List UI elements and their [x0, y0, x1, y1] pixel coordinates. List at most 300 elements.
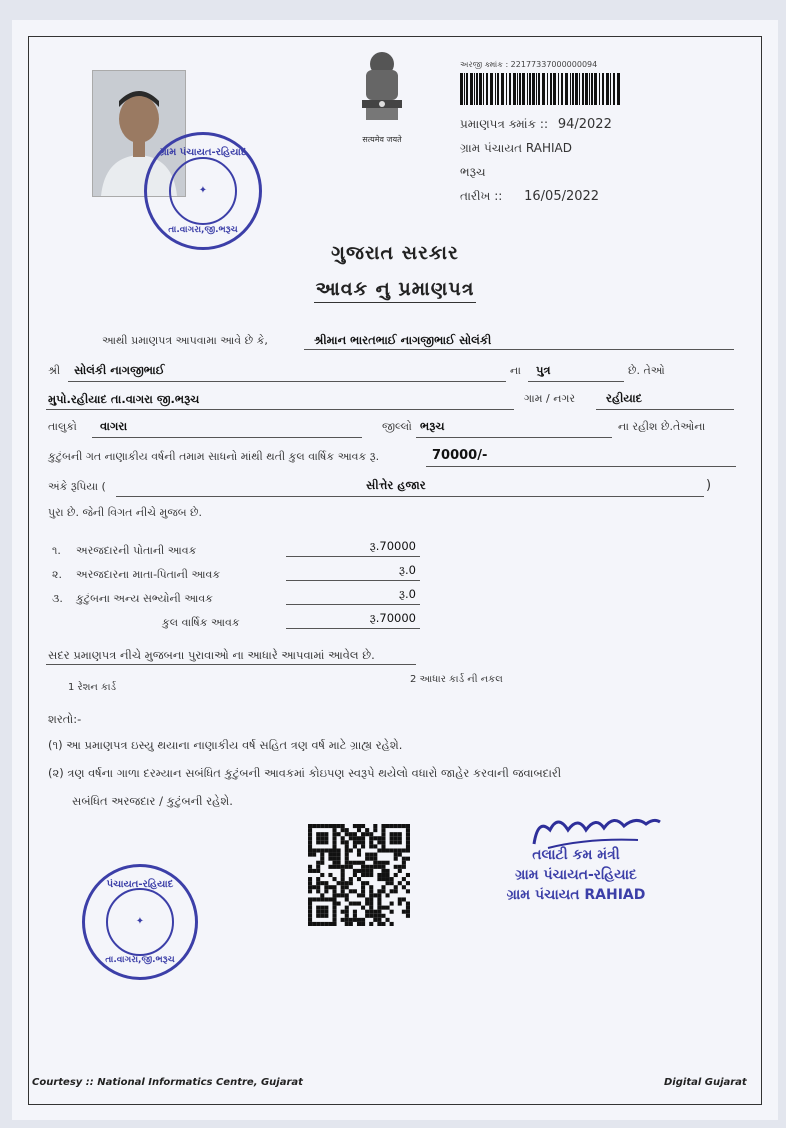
qr-module [369, 922, 373, 926]
qr-module [373, 853, 377, 857]
qr-module [402, 824, 406, 828]
qr-module [337, 824, 341, 828]
qr-module [345, 922, 349, 926]
qr-module [332, 824, 336, 828]
qr-module [369, 885, 373, 889]
district-underline [416, 437, 612, 438]
qr-module [324, 889, 328, 893]
qr-module [308, 906, 312, 910]
qr-module [312, 897, 316, 901]
qr-module [337, 893, 341, 897]
barcode-bar [591, 73, 593, 105]
qr-module [373, 918, 377, 922]
qr-module [357, 836, 361, 840]
qr-module [386, 869, 390, 873]
qr-module [402, 885, 406, 889]
qr-module [349, 922, 353, 926]
qr-module [394, 824, 398, 828]
qr-module [320, 840, 324, 844]
qr-module [345, 853, 349, 857]
evidence-heading-underline [46, 664, 416, 665]
qr-module [398, 848, 402, 852]
qr-module [308, 836, 312, 840]
qr-module [369, 902, 373, 906]
qr-module [361, 906, 365, 910]
qr-module [381, 922, 385, 926]
qr-module [328, 824, 332, 828]
qr-module [332, 906, 336, 910]
qr-module [345, 832, 349, 836]
qr-module [361, 832, 365, 836]
qr-module [341, 893, 345, 897]
qr-module [398, 902, 402, 906]
qr-module [308, 869, 312, 873]
qr-module [373, 828, 377, 832]
qr-module [320, 914, 324, 918]
qr-module [357, 922, 361, 926]
qr-module [320, 848, 324, 852]
qr-module [377, 914, 381, 918]
certificate-number-row [460, 117, 620, 132]
qr-module [357, 848, 361, 852]
emblem-caption: सत्यमेव जयते [362, 135, 402, 144]
qr-module [377, 893, 381, 897]
qr-module [328, 897, 332, 901]
national-emblem [342, 48, 422, 148]
qr-module [337, 832, 341, 836]
qr-module [341, 910, 345, 914]
qr-module [377, 922, 381, 926]
qr-module [324, 836, 328, 840]
qr-module [377, 910, 381, 914]
seal-bottom-bottom-text: તા.વાગરા,જી.ભરૂચ [105, 955, 175, 965]
qr-module [369, 857, 373, 861]
village: રહીયાદ [606, 391, 643, 405]
qr-module [353, 869, 357, 873]
qr-module [402, 877, 406, 881]
qr-module [328, 853, 332, 857]
issuing-district: ભરૂચ [460, 165, 486, 179]
qr-module [332, 848, 336, 852]
qr-module [402, 897, 406, 901]
qr-module [353, 873, 357, 877]
qr-module [381, 836, 385, 840]
qr-module [324, 897, 328, 901]
barcode-bar [536, 73, 537, 105]
barcode-bar [565, 73, 568, 105]
qr-module [357, 853, 361, 857]
qr-module [349, 877, 353, 881]
qr-module [353, 824, 357, 828]
qr-module [341, 840, 345, 844]
qr-module [316, 832, 320, 836]
qr-module [316, 877, 320, 881]
income-row-3-value: રૂ.0 [398, 587, 416, 601]
qr-module [353, 861, 357, 865]
qr-module [345, 840, 349, 844]
qr-module [377, 897, 381, 901]
qr-module [308, 914, 312, 918]
barcode-bar [575, 73, 578, 105]
barcode-bar [506, 73, 507, 105]
barcode-bar [542, 73, 545, 105]
qr-module [332, 918, 336, 922]
barcode-bar [547, 73, 548, 105]
qr-module [381, 844, 385, 848]
qr-module [320, 910, 324, 914]
qr-module [394, 853, 398, 857]
qr-module [332, 877, 336, 881]
qr-module [324, 832, 328, 836]
qr-module [394, 840, 398, 844]
qr-module [406, 857, 410, 861]
qr-module [365, 857, 369, 861]
qr-module [324, 848, 328, 852]
qr-module [361, 885, 365, 889]
qr-module [406, 910, 410, 914]
qr-module [361, 918, 365, 922]
qr-module [308, 844, 312, 848]
barcode-bar [476, 73, 478, 105]
qr-module [332, 853, 336, 857]
government-title: ગુજરાત સરકાર [331, 242, 459, 264]
qr-module [316, 889, 320, 893]
qr-module [308, 877, 312, 881]
qr-module [308, 918, 312, 922]
qr-module [353, 832, 357, 836]
condition-2-continued: સબંધિત અરજદાર / કુટુંબની રહેશે. [72, 794, 233, 808]
qr-module [361, 881, 365, 885]
qr-module [406, 889, 410, 893]
panchayat-seal-top [144, 132, 262, 250]
qr-module [369, 840, 373, 844]
qr-module [381, 828, 385, 832]
qr-module [345, 893, 349, 897]
date-row [460, 189, 620, 204]
qr-module [386, 877, 390, 881]
qr-module [353, 836, 357, 840]
qr-module [312, 848, 316, 852]
barcode-bar [529, 73, 531, 105]
intro-label: આથી પ્રમાણપત્ર આપવામા આવે છે કે, [102, 334, 268, 347]
qr-module [373, 844, 377, 848]
qr-module [373, 865, 377, 869]
qr-module [308, 889, 312, 893]
barcode-bar [613, 73, 615, 105]
qr-module [349, 848, 353, 852]
qr-module [361, 840, 365, 844]
qr-module [320, 832, 324, 836]
qr-module [316, 906, 320, 910]
qr-module [373, 836, 377, 840]
qr-module [337, 848, 341, 852]
qr-module [312, 824, 316, 828]
qr-module [332, 861, 336, 865]
barcode-bar [572, 73, 574, 105]
taluka-label: તાલુકો [48, 420, 77, 433]
father-name: સોલંકી નાગજીભાઈ [74, 363, 165, 377]
barcode-bar [460, 73, 463, 105]
signatory-title: તલાટી કમ મંત્રી [532, 847, 620, 863]
qr-module [332, 893, 336, 897]
barcode-bar [513, 73, 516, 105]
qr-module [406, 836, 410, 840]
qr-module [320, 873, 324, 877]
income-amount-underline [426, 466, 736, 467]
qr-module [316, 836, 320, 840]
qr-module [328, 857, 332, 861]
qr-module [345, 881, 349, 885]
qr-module [361, 844, 365, 848]
qr-module [406, 844, 410, 848]
taluka: વાગરા [100, 419, 128, 433]
qr-module [361, 836, 365, 840]
qr-module [332, 910, 336, 914]
qr-module [357, 861, 361, 865]
qr-module [316, 885, 320, 889]
qr-module [381, 840, 385, 844]
qr-module [345, 918, 349, 922]
qr-module [353, 914, 357, 918]
qr-module [365, 853, 369, 857]
qr-module [312, 922, 316, 926]
barcode-bar [501, 73, 504, 105]
qr-module [316, 848, 320, 852]
income-row-1-underline [286, 556, 420, 557]
panchayat-seal-bottom [82, 864, 198, 980]
seal-top-bottom-text: તા.વાગરા,જી.ભરૂચ [168, 225, 238, 235]
barcode-bar [464, 73, 465, 105]
qr-module [345, 885, 349, 889]
qr-module [386, 906, 390, 910]
qr-module [365, 832, 369, 836]
qr-module [381, 848, 385, 852]
income-row-1-label: અરજદારની પોતાની આવક [76, 544, 197, 557]
qr-module [390, 902, 394, 906]
qr-module [373, 910, 377, 914]
qr-module [345, 857, 349, 861]
qr-module [361, 861, 365, 865]
qr-module [369, 914, 373, 918]
qr-module [365, 910, 369, 914]
qr-module [328, 848, 332, 852]
qr-module [357, 893, 361, 897]
certificate-sheet [12, 20, 778, 1120]
amount-words-underline [116, 496, 704, 497]
qr-module [394, 885, 398, 889]
qr-module [398, 881, 402, 885]
qr-module [394, 848, 398, 852]
barcode-bar [479, 73, 482, 105]
qr-module [398, 853, 402, 857]
village-label: ગામ / નગર [524, 392, 576, 405]
qr-module [316, 861, 320, 865]
qr-module [406, 840, 410, 844]
barcode-bar [585, 73, 588, 105]
chhe-teo-label: છે. તેઓ [628, 364, 665, 377]
qr-module [345, 861, 349, 865]
qr-module [381, 906, 385, 910]
qr-module [386, 848, 390, 852]
address-underline [46, 409, 514, 410]
qr-module [320, 922, 324, 926]
qr-module [390, 824, 394, 828]
resident-label: ના રહીશ છે.તેઓના [618, 420, 706, 433]
qr-module [373, 893, 377, 897]
certificate-number-label: પ્રમાણપત્ર ક્માંક :: [460, 117, 548, 131]
qr-module [361, 889, 365, 893]
barcode-bar [582, 73, 584, 105]
qr-module [345, 848, 349, 852]
qr-module [337, 881, 341, 885]
qr-module [406, 832, 410, 836]
qr-module [377, 848, 381, 852]
qr-module [369, 836, 373, 840]
qr-module [349, 918, 353, 922]
qr-module [406, 873, 410, 877]
barcode-bar [538, 73, 540, 105]
income-row-3-label: કુટુંબના અન્ય સભ્યોની આવક [76, 592, 213, 605]
signatory-panchayat: ગ્રામ પંચાયત-રહિયાદ [515, 867, 637, 883]
qr-module [390, 889, 394, 893]
district: ભરૂચ [420, 419, 445, 433]
qr-module [332, 914, 336, 918]
barcode-bar [589, 73, 590, 105]
qr-module [320, 861, 324, 865]
barcode-bar [606, 73, 609, 105]
qr-module [341, 877, 345, 881]
qr-module [390, 848, 394, 852]
conditions-label: શરતો:- [48, 712, 82, 726]
qr-module [316, 897, 320, 901]
district-label: જીલ્લો [382, 420, 412, 433]
barcode-bar [550, 73, 552, 105]
qr-module [406, 914, 410, 918]
certificate-number: 94/2022 [557, 117, 612, 132]
relation: પુત્ર [536, 363, 551, 377]
qr-module [381, 832, 385, 836]
barcode-bar [497, 73, 499, 105]
barcode-bar [490, 73, 493, 105]
condition-1: (૧) આ પ્રમાણપત્ર ઇસ્યુ થયાના નાણાકીય વર્ષ સહિત ત્રણ વર્ષ માટે ગ્રાહ્ય રહેશે. [48, 738, 403, 752]
qr-module [361, 824, 365, 828]
barcode-bar [610, 73, 611, 105]
qr-module [398, 832, 402, 836]
qr-module [332, 844, 336, 848]
qr-module [324, 906, 328, 910]
qr-module [324, 922, 328, 926]
barcode-bar [532, 73, 535, 105]
barcode-bar [553, 73, 556, 105]
qr-module [308, 910, 312, 914]
evidence-heading: સદર પ્રમાણપત્ર નીચે મુજબના પુરાવાઓ ના આધારે આપવામાં આવેલ છે. [48, 648, 375, 662]
qr-module [365, 914, 369, 918]
qr-module [381, 889, 385, 893]
qr-module [357, 824, 361, 828]
qr-module [328, 873, 332, 877]
qr-module [308, 824, 312, 828]
barcode [460, 73, 620, 105]
qr-module [308, 865, 312, 869]
qr-module [390, 910, 394, 914]
qr-module [386, 918, 390, 922]
document-title-text: આવક નુ પ્રમાણપત્ર [314, 278, 477, 303]
qr-module [332, 857, 336, 861]
total-income-value: રૂ.70000 [369, 611, 416, 625]
qr-module [332, 902, 336, 906]
qr-module [361, 873, 365, 877]
barcode-bar [466, 73, 468, 105]
qr-module [308, 828, 312, 832]
date-label: તારીખ :: [460, 189, 503, 203]
qr-module [324, 824, 328, 828]
barcode-bar [522, 73, 525, 105]
evidence-item-2: 2 આધાર કાર્ડ ની નકલ [410, 674, 503, 685]
qr-module [320, 824, 324, 828]
qr-module [341, 869, 345, 873]
qr-module [390, 836, 394, 840]
qr-module [377, 918, 381, 922]
qr-module [394, 832, 398, 836]
qr-module [316, 824, 320, 828]
qr-module [337, 861, 341, 865]
qr-module [320, 853, 324, 857]
qr-module [345, 910, 349, 914]
income-row-2-underline [286, 580, 420, 581]
qr-module [365, 865, 369, 869]
qr-module [386, 824, 390, 828]
qr-module [349, 881, 353, 885]
barcode-bar [579, 73, 580, 105]
qr-module [308, 922, 312, 926]
qr-module [320, 836, 324, 840]
qr-module [361, 893, 365, 897]
barcode-bar [561, 73, 563, 105]
qr-module [381, 914, 385, 918]
qr-module [341, 889, 345, 893]
seal-top-center-icon: ✦ [169, 157, 238, 226]
qr-module [312, 885, 316, 889]
qr-module [369, 906, 373, 910]
father-name-underline [68, 381, 506, 382]
barcode-bar [594, 73, 597, 105]
qr-module [341, 881, 345, 885]
qr-module [398, 836, 402, 840]
qr-module [381, 877, 385, 881]
qr-module [312, 853, 316, 857]
qr-module [345, 828, 349, 832]
qr-module [353, 840, 357, 844]
qr-module [341, 828, 345, 832]
qr-module [341, 824, 345, 828]
qr-module [341, 865, 345, 869]
income-amount: 70000/- [432, 448, 488, 463]
qr-module [406, 906, 410, 910]
income-row-2-value: રૂ.0 [398, 563, 416, 577]
qr-module [341, 873, 345, 877]
qr-module [402, 848, 406, 852]
qr-module [341, 836, 345, 840]
income-row-1-num: ૧. [52, 544, 61, 557]
qr-module [398, 824, 402, 828]
qr-module [308, 853, 312, 857]
qr-module [386, 861, 390, 865]
qr-module [349, 865, 353, 869]
qr-module [398, 897, 402, 901]
qr-module [361, 869, 365, 873]
qr-module [312, 869, 316, 873]
qr-module [390, 877, 394, 881]
